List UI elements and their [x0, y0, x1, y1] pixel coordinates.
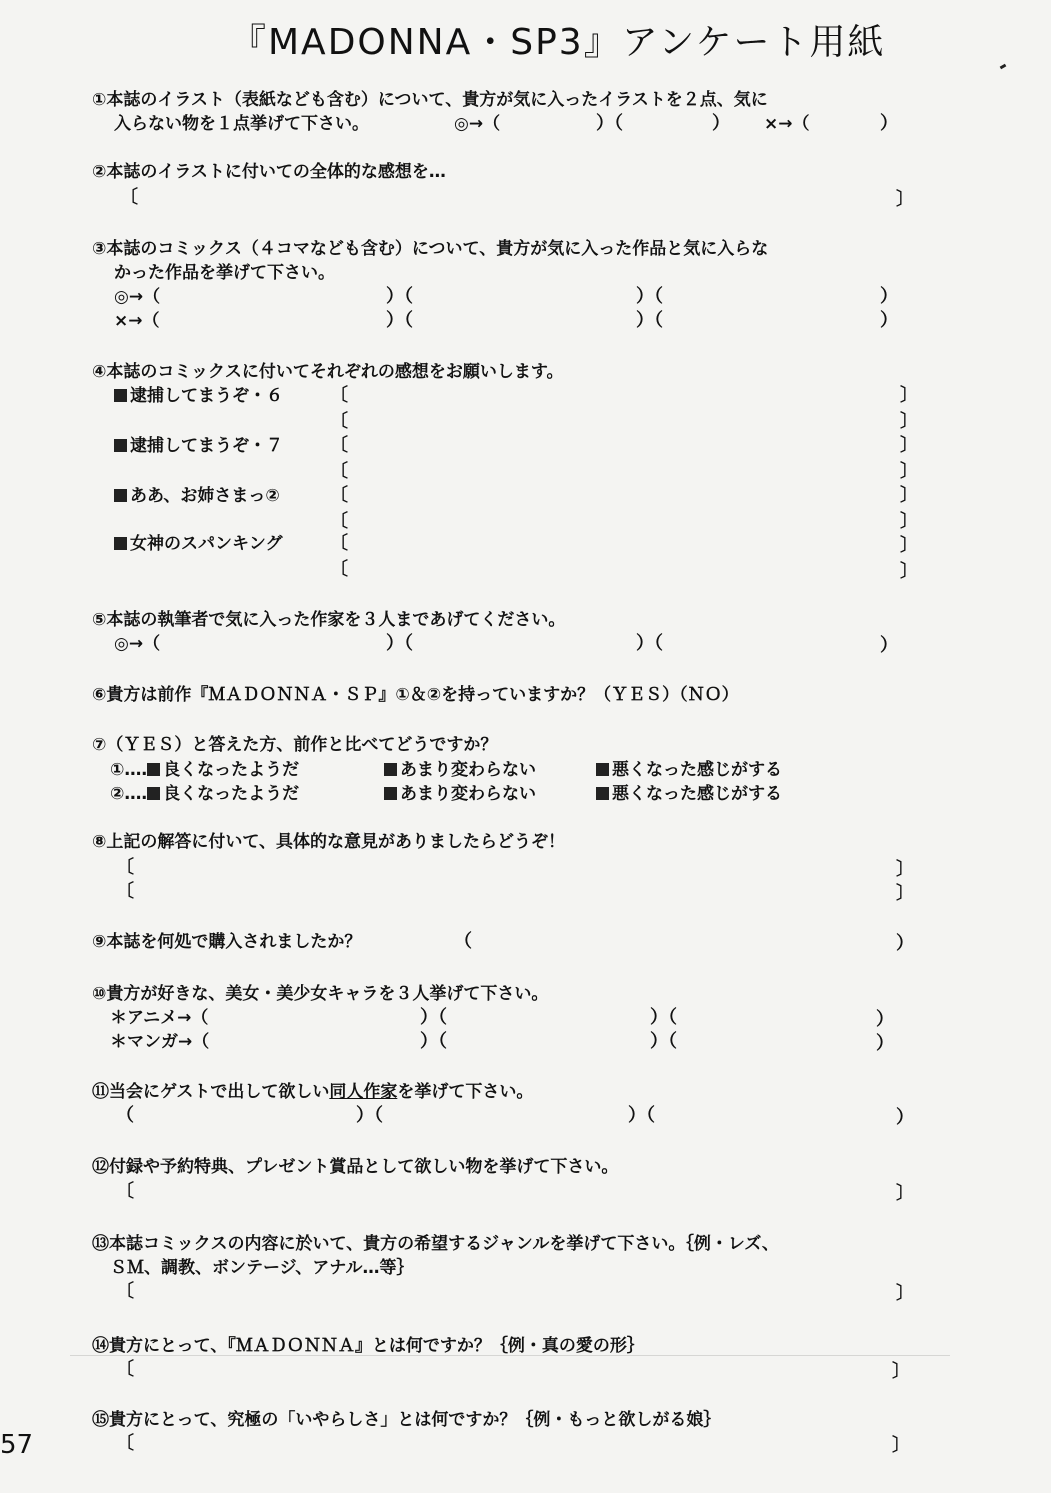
q2-open[interactable]: 〔: [120, 187, 138, 208]
q7-row1: [110, 758, 299, 782]
q10-anime-pair2[interactable]: ）（: [650, 1007, 677, 1028]
q7-row1-opt2: あまり変わらない: [400, 760, 536, 780]
q3-bad-label: ×→（: [114, 311, 160, 331]
q10-manga-pair2[interactable]: ）（: [650, 1031, 677, 1052]
q5-text: ⑤本誌の執筆者で気に入った作家を３人まであげてください。: [92, 610, 566, 630]
q11-underlined: 同人作家: [329, 1082, 398, 1102]
page-title: 『MADONNA・SP3』アンケート用紙: [230, 22, 886, 63]
q15-close[interactable]: 〕: [892, 1435, 910, 1456]
q10-anime-label: ＊アニメ→（: [110, 1008, 209, 1028]
q11-close[interactable]: ）: [896, 1107, 914, 1128]
q1-bad-label: ×→（: [764, 114, 810, 134]
q8-open-1[interactable]: 〔: [116, 857, 134, 878]
q1-close-paren[interactable]: ）: [712, 113, 730, 134]
q7-row1-prefix: ①‥‥: [110, 760, 148, 780]
q11-open[interactable]: （: [116, 1105, 134, 1126]
q4-close-2a[interactable]: 〕: [900, 435, 918, 456]
checkbox-icon[interactable]: [384, 763, 397, 776]
q7-row1-opt3: 悪くなった感じがする: [612, 760, 782, 780]
q10-manga-pair1[interactable]: ）（: [420, 1031, 447, 1052]
q11-post: を挙げて下さい。: [397, 1082, 534, 1102]
q10-anime-close[interactable]: ）: [876, 1009, 894, 1030]
checkbox-icon[interactable]: [114, 537, 127, 550]
checkbox-icon[interactable]: [596, 787, 609, 800]
q11-text: [92, 1080, 533, 1104]
q4-item-1-label: 逮捕してまうぞ・６: [130, 386, 283, 406]
q1-bad-close[interactable]: ）: [880, 113, 898, 134]
q4-open-3b[interactable]: 〔: [330, 511, 348, 532]
q3-bad-pair1[interactable]: ）（: [386, 310, 413, 331]
q7-row1-opt1: 良くなったようだ: [163, 760, 300, 780]
q1-paren-pair[interactable]: ）（: [596, 113, 623, 134]
q4-item-4: [114, 532, 283, 556]
q4-open-3a[interactable]: 〔: [330, 485, 348, 506]
q8-close-2[interactable]: 〕: [896, 883, 914, 904]
checkbox-icon[interactable]: [114, 389, 127, 402]
q8-close-1[interactable]: 〕: [896, 859, 914, 880]
q10-anime-pair1[interactable]: ）（: [420, 1007, 447, 1028]
q11-pre: ⑪当会にゲストで出して欲しい: [92, 1082, 330, 1102]
q3-bad-pair2[interactable]: ）（: [636, 310, 663, 331]
q10-manga-label: ＊マンガ→（: [110, 1032, 210, 1052]
q13-close[interactable]: 〕: [896, 1283, 914, 1304]
bleed-through: [900, 30, 905, 48]
stray-mark: [1000, 64, 1007, 70]
q12-close[interactable]: 〕: [896, 1183, 914, 1204]
q4-close-2b[interactable]: 〕: [900, 461, 918, 482]
q3-bad-close[interactable]: ）: [880, 310, 898, 331]
q15-open[interactable]: 〔: [116, 1433, 134, 1454]
q7-row2-opt3: 悪くなった感じがする: [612, 784, 782, 804]
q4-open-2b[interactable]: 〔: [330, 461, 348, 482]
q14-close[interactable]: 〕: [892, 1361, 910, 1382]
q7-row2-b: [384, 782, 536, 806]
q1-line1: ①本誌のイラスト（表紙なども含む）について、貴方が気に入ったイラストを２点、気に: [92, 90, 768, 110]
q14-text: ⑭貴方にとって、『ＭＡＤＯＮＮＡ』とは何ですか？｛例・真の愛の形｝: [92, 1336, 644, 1356]
checkbox-icon[interactable]: [596, 763, 609, 776]
q3-line1: ③本誌のコミックス（４コマなども含む）について、貴方が気に入った作品と気に入らな: [92, 239, 769, 259]
checkbox-icon[interactable]: [147, 763, 160, 776]
q4-item-2-label: 逮捕してまうぞ・７: [130, 436, 283, 456]
q4-close-1a[interactable]: 〕: [900, 385, 918, 406]
q1-line2: 入らない物を１点挙げて下さい。: [114, 114, 369, 134]
q10-text: ⑩貴方が好きな、美女・美少女キャラを３人挙げて下さい。: [92, 984, 549, 1004]
q4-item-3-label: ああ、お姉さまっ②: [130, 486, 280, 506]
q5-good-label: ◎→（: [114, 634, 161, 654]
q4-item-1: [114, 384, 283, 408]
q4-close-1b[interactable]: 〕: [900, 411, 918, 432]
q4-close-3a[interactable]: 〕: [900, 485, 918, 506]
q14-open[interactable]: 〔: [116, 1359, 134, 1380]
q4-item-4-label: 女神のスパンキング: [130, 534, 283, 554]
q8-text: ⑧上記の解答に付いて、具体的な意見がありましたらどうぞ！: [92, 832, 566, 852]
q3-good-close[interactable]: ）: [880, 286, 898, 307]
q13-line1: ⑬本誌コミックスの内容に於いて、貴方の希望するジャンルを挙げて下さい。｛例・レズ、: [92, 1234, 779, 1254]
checkbox-icon[interactable]: [147, 787, 160, 800]
checkbox-icon[interactable]: [384, 787, 397, 800]
q4-open-1b[interactable]: 〔: [330, 411, 348, 432]
q4-close-4b[interactable]: 〕: [900, 561, 918, 582]
q10-manga-close[interactable]: ）: [876, 1033, 894, 1054]
q7-row2-opt2: あまり変わらない: [400, 784, 536, 804]
q13-line2: ＳＭ、調教、ボンテージ、アナル…等｝: [110, 1258, 414, 1278]
q3-good-pair2[interactable]: ）（: [636, 286, 663, 307]
q4-open-4a[interactable]: 〔: [330, 533, 348, 554]
q2-close[interactable]: 〕: [896, 189, 914, 210]
q2-text: ②本誌のイラストに付いての全体的な感想を…: [92, 162, 446, 182]
q5-pair1[interactable]: ）（: [386, 633, 413, 654]
q7-row2: [110, 782, 299, 806]
q11-pair2[interactable]: ）（: [628, 1105, 655, 1126]
q4-open-4b[interactable]: 〔: [330, 559, 348, 580]
q4-text: ④本誌のコミックスに付いてそれぞれの感想をお願いします。: [92, 362, 564, 382]
q4-item-3: [114, 484, 280, 508]
q3-line2: かった作品を挙げて下さい。: [114, 263, 335, 283]
q13-open[interactable]: 〔: [116, 1281, 134, 1302]
q11-pair1[interactable]: ）（: [356, 1105, 383, 1126]
q9-close[interactable]: ）: [896, 933, 914, 954]
q7-row2-opt1: 良くなったようだ: [163, 784, 300, 804]
checkbox-icon[interactable]: [114, 489, 127, 502]
q4-item-2: [114, 434, 283, 458]
q4-close-3b[interactable]: 〕: [900, 511, 918, 532]
q9-text: ⑨本誌を何処で購入されましたか？: [92, 932, 362, 952]
q12-open[interactable]: 〔: [116, 1181, 134, 1202]
q6-text[interactable]: ⑥貴方は前作『ＭＡＤＯＮＮＡ・ＳＰ』①＆②を持っていますか？（ＹＥＳ）（ＮＯ）: [92, 685, 739, 705]
q7-row1-b: [384, 758, 536, 782]
q3-good-label: ◎→（: [114, 287, 161, 307]
q3-good-pair1[interactable]: ）（: [386, 286, 413, 307]
q4-open-1a[interactable]: 〔: [330, 385, 348, 406]
page-number: 57: [0, 1430, 34, 1460]
q4-close-4a[interactable]: 〕: [900, 535, 918, 556]
q8-open-2[interactable]: 〔: [116, 881, 134, 902]
q7-text: ⑦（ＹＥＳ）と答えた方、前作と比べてどうですか？: [92, 735, 498, 755]
q15-text: ⑮貴方にとって、究極の「いやらしさ」とは何ですか？｛例・もっと欲しがる娘｝: [92, 1410, 721, 1430]
q12-text: ⑫付録や予約特典、プレゼント賞品として欲しい物を挙げて下さい。: [92, 1157, 619, 1177]
q7-row1-c: [596, 758, 782, 782]
q7-row2-prefix: ②‥‥: [110, 784, 148, 804]
q1-good-label: ◎→（: [454, 114, 501, 134]
q5-pair2[interactable]: ）（: [636, 633, 663, 654]
checkbox-icon[interactable]: [114, 439, 127, 452]
q7-row2-c: [596, 782, 782, 806]
q9-open[interactable]: （: [454, 931, 472, 952]
q5-close[interactable]: ）: [880, 635, 898, 656]
q4-open-2a[interactable]: 〔: [330, 435, 348, 456]
